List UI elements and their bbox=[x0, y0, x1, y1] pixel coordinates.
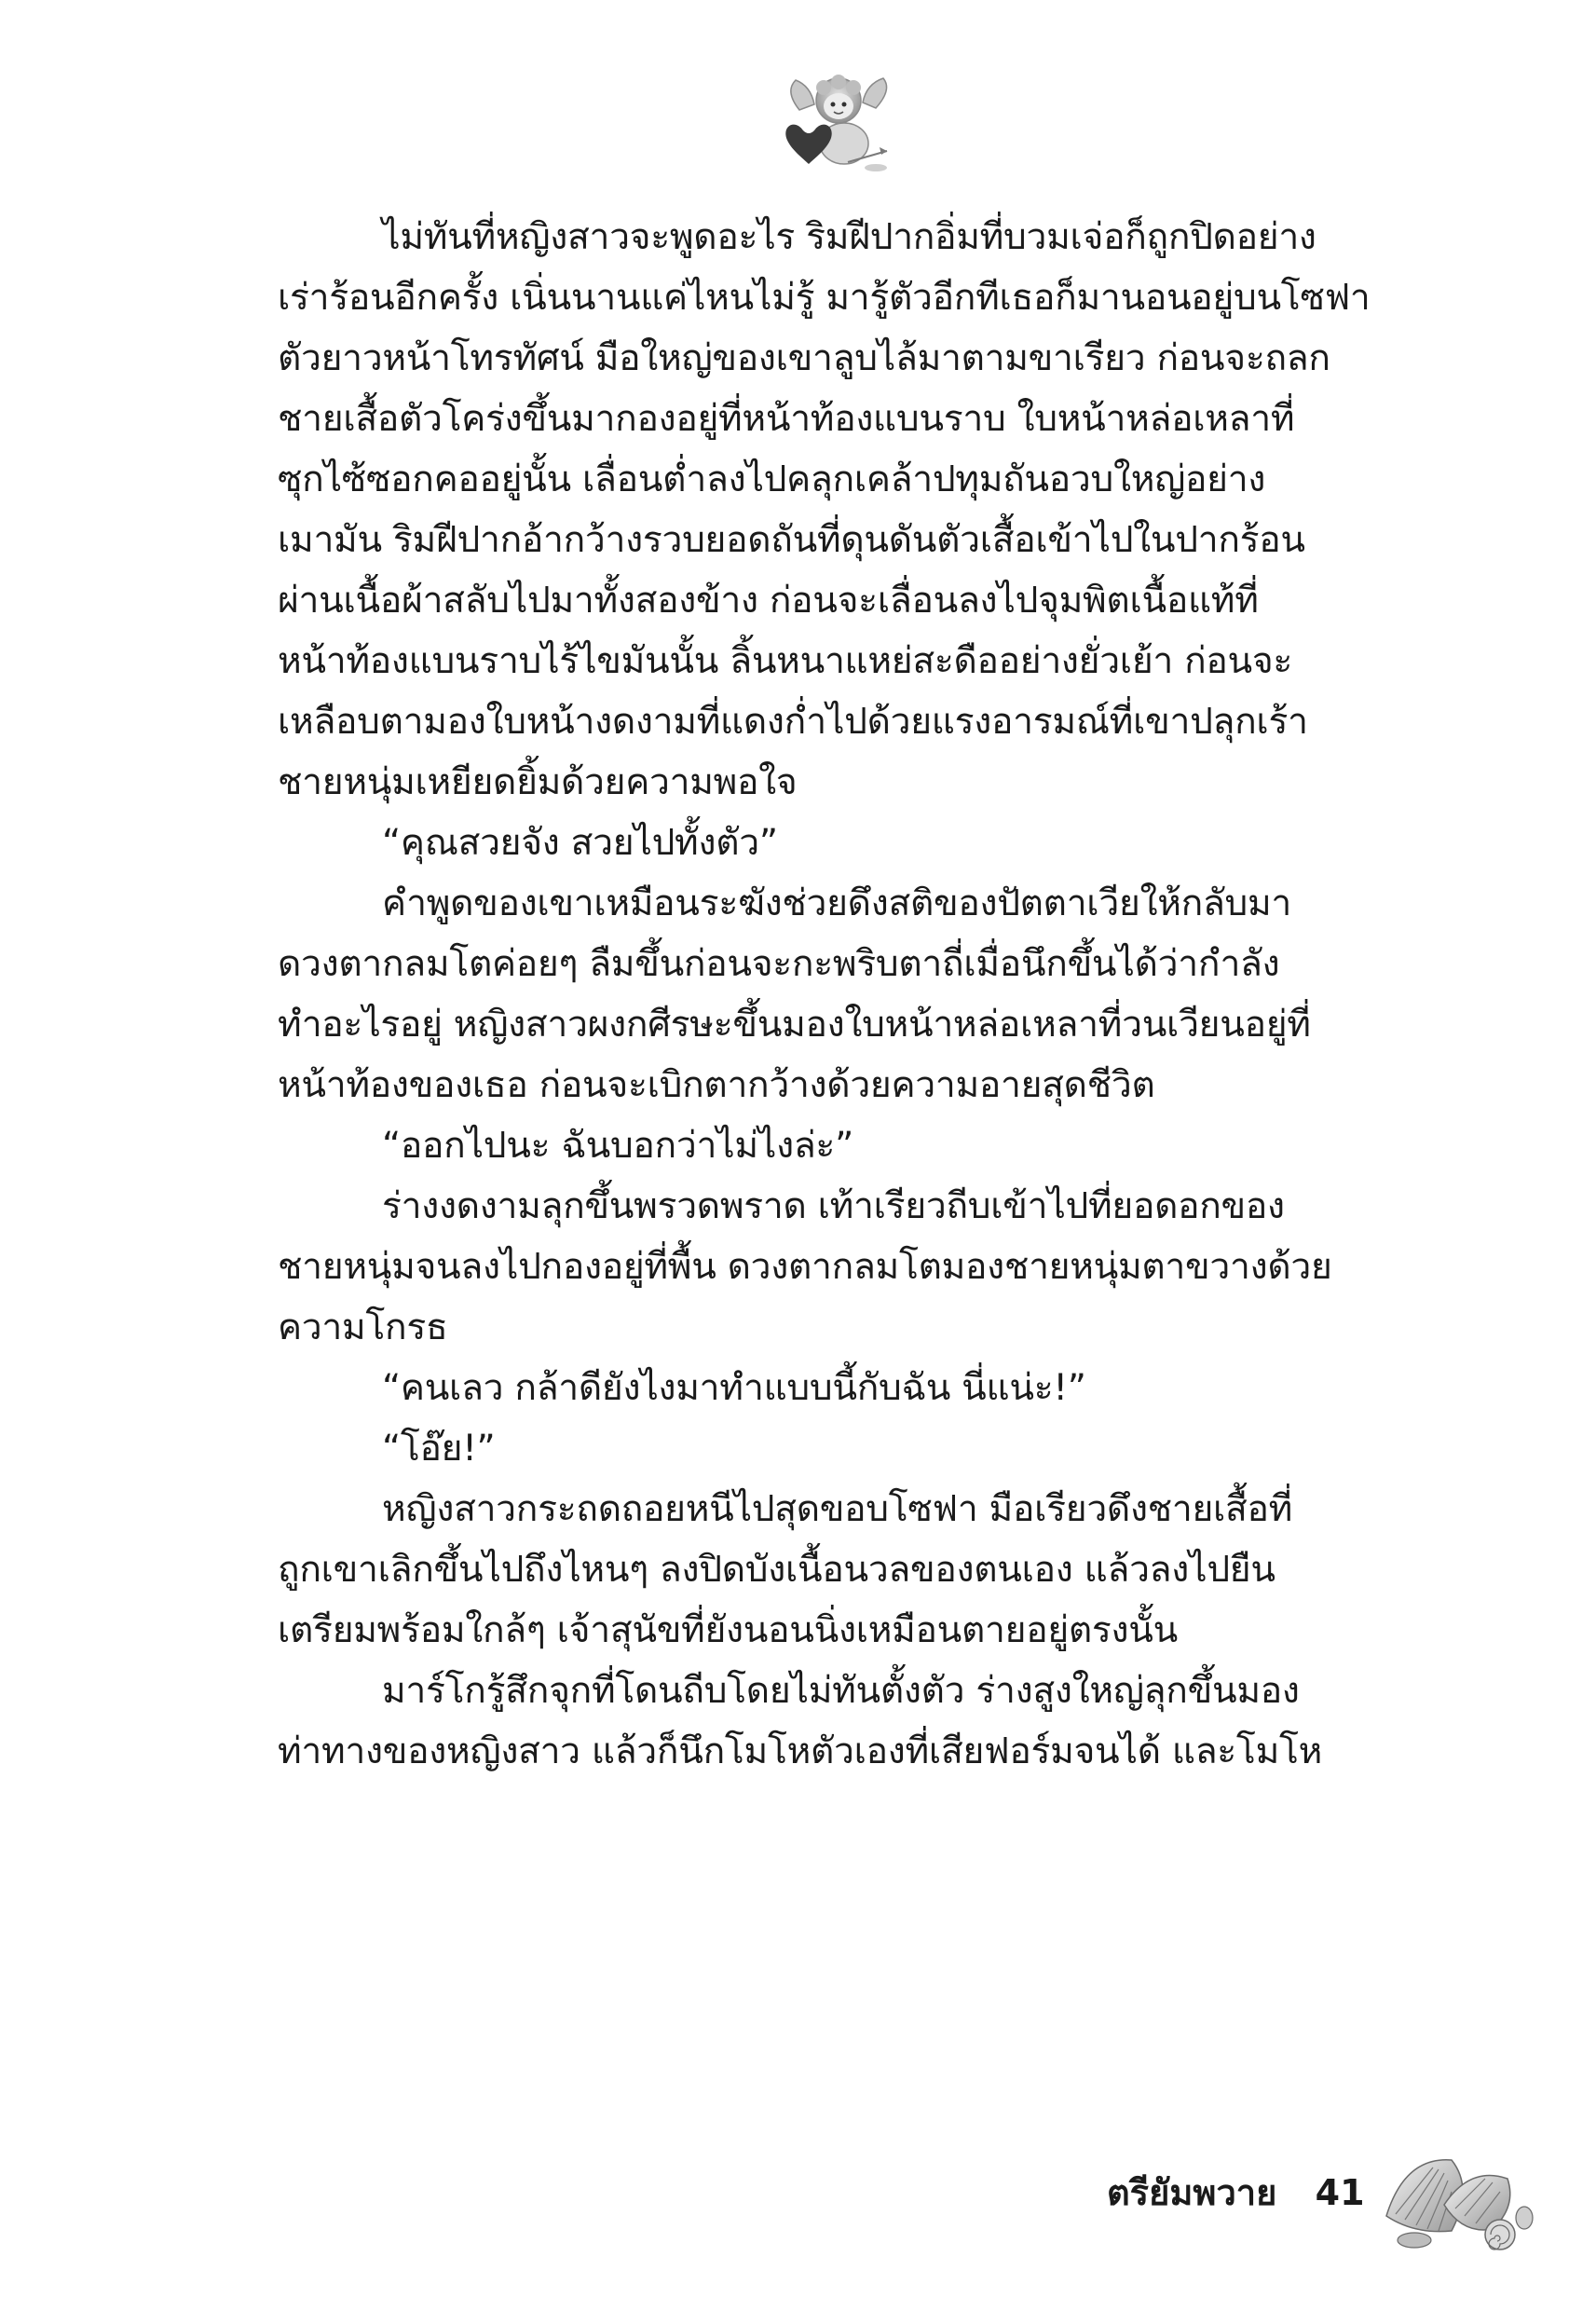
text-line: ชายเสื้อตัวโคร่งขึ้นมากองอยู่ที่หน้าท้องแบนราบ ใบหน้าหล่อเหลาที่ bbox=[278, 398, 1295, 440]
text-line: เตรียมพร้อมใกล้ๆ เจ้าสุนัขที่ยังนอนนิ่งเหมือนตายอยู่ตรงนั้น bbox=[278, 1609, 1179, 1651]
text-line: มาร์โกรู้สึกจุกที่โดนถีบโดยไม่ทันตั้งตัว ร่างสูงใหญ่ลุกขึ้นมอง bbox=[382, 1670, 1300, 1712]
cupid-holding-heart-icon bbox=[783, 73, 894, 175]
book-title: ตรียัมพวาย bbox=[1107, 2172, 1277, 2213]
body-text bbox=[278, 207, 1416, 1782]
text-line: ทำอะไรอยู่ หญิงสาวผงกศีรษะขึ้นมองใบหน้าหล่อเหลาที่วนเวียนอยู่ที่ bbox=[278, 1004, 1311, 1046]
text-line: เร่าร้อนอีกครั้ง เนิ่นนานแค่ไหนไม่รู้ มารู้ตัวอีกทีเธอก็มานอนอยู่บนโซฟา bbox=[278, 277, 1371, 319]
text-line: เมามัน ริมฝีปากอ้ากว้างรวบยอดถันที่ดุนดันตัวเสื้อเข้าไปในปากร้อน bbox=[278, 519, 1305, 561]
footer-label bbox=[1107, 2164, 1365, 2221]
text-line: ความโกรธ bbox=[278, 1306, 448, 1348]
text-line: ร่างงดงามลุกขึ้นพรวดพราด เท้าเรียวถีบเข้าไปที่ยอดอกของ bbox=[382, 1185, 1285, 1227]
text-line: ตัวยาวหน้าโทรทัศน์ มือใหญ่ของเขาลูบไล้มาตามขาเรียว ก่อนจะถลก bbox=[278, 337, 1330, 379]
text-line: หน้าท้องแบนราบไร้ไขมันนั้น ลิ้นหนาแหย่สะดืออย่างยั่วเย้า ก่อนจะ bbox=[278, 640, 1293, 682]
text-line: เหลือบตามองใบหน้างดงามที่แดงก่ำไปด้วยแรงอารมณ์ที่เขาปลุกเร้า bbox=[278, 701, 1308, 743]
text-line: ชายหนุ่มจนลงไปกองอยู่ที่พื้น ดวงตากลมโตมองชายหนุ่มตาขวางด้วย bbox=[278, 1246, 1332, 1288]
text-line: ไม่ทันที่หญิงสาวจะพูดอะไร ริมฝีปากอิ่มที่บวมเจ่อก็ถูกปิดอย่าง bbox=[382, 216, 1316, 258]
text-line: หญิงสาวกระถดถอยหนีไปสุดขอบโซฟา มือเรียวดึงชายเสื้อที่ bbox=[382, 1488, 1293, 1530]
text-line: ผ่านเนื้อผ้าสลับไปมาทั้งสองข้าง ก่อนจะเลื่อนลงไปจุมพิตเนื้อแท้ที่ bbox=[278, 580, 1259, 622]
page-number: 41 bbox=[1315, 2172, 1365, 2213]
text-line: “ออกไปนะ ฉันบอกว่าไม่ไงล่ะ” bbox=[382, 1125, 853, 1167]
page-footer bbox=[0, 2151, 1596, 2263]
text-line: ซุกไซ้ซอกคออยู่นั้น เลื่อนต่ำลงไปคลุกเคล้าปทุมถันอวบใหญ่อย่าง bbox=[278, 458, 1266, 500]
text-line: ท่าทางของหญิงสาว แล้วก็นึกโมโหตัวเองที่เสียฟอร์มจนได้ และโมโห bbox=[278, 1730, 1323, 1772]
text-line: หน้าท้องของเธอ ก่อนจะเบิกตากว้างด้วยความอายสุดชีวิต bbox=[278, 1064, 1155, 1106]
text-line: “คนเลว กล้าดียังไงมาทำแบบนี้กับฉัน นี่แน่ะ!” bbox=[382, 1367, 1086, 1409]
text-line: “โอ๊ย!” bbox=[382, 1428, 496, 1470]
text-line: ดวงตากลมโตค่อยๆ ลืมขึ้นก่อนจะกะพริบตาถี่เมื่อนึกขึ้นได้ว่ากำลัง bbox=[278, 943, 1280, 985]
text-line: คำพูดของเขาเหมือนระฆังช่วยดึงสติของปัตตาเวียให้กลับมา bbox=[382, 882, 1292, 924]
text-line: ถูกเขาเลิกขึ้นไปถึงไหนๆ ลงปิดบังเนื้อนวลของตนเอง แล้วลงไปยืน bbox=[278, 1549, 1275, 1591]
text-line: ชายหนุ่มเหยียดยิ้มด้วยความพอใจ bbox=[278, 761, 798, 803]
seashells-icon bbox=[1377, 2151, 1535, 2253]
text-line: “คุณสวยจัง สวยไปทั้งตัว” bbox=[382, 822, 778, 864]
